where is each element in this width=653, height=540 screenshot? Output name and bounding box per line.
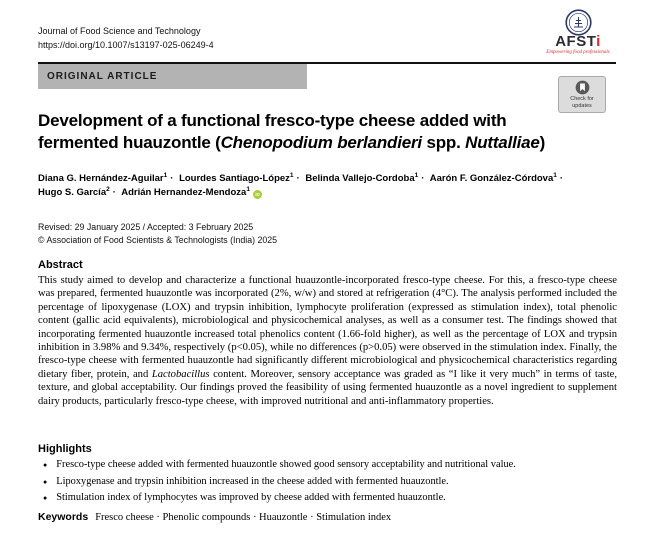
title-species-italic: Chenopodium berlandieri xyxy=(220,133,422,152)
page-title xyxy=(38,110,618,154)
highlights-heading: Highlights xyxy=(38,443,92,455)
highlight-text: Lipoxygenase and trypsin inhibition increased in the cheese added with fermented huauzontle. xyxy=(56,475,449,487)
highlights-list xyxy=(38,457,617,507)
orcid-icon[interactable]: iD xyxy=(253,190,262,199)
afsti-tagline: Empowering food professionals xyxy=(546,50,610,55)
journal-header xyxy=(38,24,214,52)
highlight-item xyxy=(38,457,617,474)
author-name: Adrián Hernandez-Mendoza$^1$ xyxy=(121,185,250,198)
author-separator: · xyxy=(421,173,425,184)
check-for-updates-badge[interactable] xyxy=(558,76,606,113)
keywords-row xyxy=(38,511,617,523)
keywords-label: Keywords xyxy=(38,511,89,523)
bookmark-icon xyxy=(575,80,590,95)
keywords-value: Fresco cheese · Phenolic compounds · Huauzontle · Stimulation index xyxy=(95,512,392,523)
highlight-item xyxy=(38,490,617,507)
bullet-icon: ● xyxy=(43,461,48,469)
author-separator: · xyxy=(559,173,564,184)
author-name: Diana G. Hernández-Aguilar$^1$ xyxy=(38,171,168,184)
bullet-icon: ● xyxy=(43,477,48,486)
revision-history: Revised: 29 January 2025 / Accepted: 3 February 2025 xyxy=(38,222,254,232)
journal-name: Journal of Food Science and Technology xyxy=(38,26,201,36)
author-list xyxy=(38,172,616,200)
author-affiliation-sup: 1 xyxy=(553,171,557,179)
bullet-icon: ● xyxy=(43,494,48,503)
abstract-heading: Abstract xyxy=(38,259,83,271)
author-affiliation-sup: 1 xyxy=(414,171,419,179)
article-type-banner xyxy=(38,64,307,89)
copyright-notice: © Association of Food Scientists & Technologists (India) 2025 xyxy=(38,235,278,245)
afsti-acronym: AFSTi xyxy=(555,33,601,50)
author-affiliation-sup: 1 xyxy=(163,171,168,179)
highlight-text: Fresco-type cheese added with fermented huauzontle showed good sensory acceptability and nutritional value. xyxy=(56,459,516,470)
highlight-text: Stimulation index of lymphocytes was improved by cheese added with fermented huauzontle. xyxy=(56,492,446,504)
author-affiliation-sup: 1 xyxy=(289,171,294,179)
afsti-logo xyxy=(541,9,615,56)
article-meta xyxy=(38,221,277,247)
author-affiliation-sup: 1 xyxy=(246,185,250,193)
author-affiliation-sup: 2 xyxy=(106,185,110,193)
author-name: Lourdes Santiago-López$^1$ xyxy=(179,171,294,184)
author-separator: · xyxy=(112,187,116,198)
author-separator: · xyxy=(296,173,300,184)
author-name: Belinda Vallejo-Cordoba$^1$ xyxy=(305,171,419,184)
highlight-item xyxy=(38,474,617,491)
abstract-genus-italic: Lactobacillus xyxy=(151,368,210,380)
title-line-1: Development of a functional fresco-type cheese added with xyxy=(38,111,507,130)
afsti-acronym-accent: i xyxy=(596,33,601,50)
abstract-text: This study aimed to develop and characterize a functional huauzontle-incorporated fresco-type cheese. For this, a fresco-type cheese was prepared, fermented huauzontle was incorporated (2%, w/w) and stored at refrigeration (4°C). The analysis performed included the percentage of lipoxygenase (LOX) and trypsin inhibition, lymphocyte proliferation (expressed as stimulation index), total phenolic content (gallic acid equivalents), microbiological and physicochemical analyses, as well as a consumer test. The findings showed that incorporating fermented huauzontle increased total phenolics content (1.66-fold higher), as well as the percentage of LOX and trypsin inhibition in 3.98% and 9.34%, respectively (p<0.05), while no differences (p>0.05) were observed in the stimulation index. Finally, the fresco-type cheese with fermented huauzontle had significantly different microbiological and physicochemical characteristics regarding dietary fiber, protein, and Lactobacillus content. Moreover, sensory acceptance was graded as “I like it very much” in terms of taste, texture, and global acceptability. Our findings proved the feasibility of using fermented huauzontle as a novel ingredient to supplement dairy products, particularly fresco-type cheese, with improved nutritional and anti-inflammatory properties. xyxy=(38,275,617,407)
title-line-2: fermented huauzontle (Chenopodium berlandieri spp. Nuttalliae) xyxy=(38,133,546,152)
author-name: Aarón F. González-Córdova$^1$ xyxy=(429,171,557,184)
title-subspecies-italic: Nuttalliae xyxy=(465,133,540,152)
afsti-seal-icon xyxy=(565,9,592,36)
doi-link[interactable]: https://doi.org/10.1007/s13197-025-06249-4 xyxy=(38,40,214,50)
author-name: Hugo S. García$^2$ xyxy=(38,185,110,198)
article-type-label: ORIGINAL ARTICLE xyxy=(47,71,158,82)
check-for-updates-label: Check for updates xyxy=(570,96,594,109)
author-separator: · xyxy=(170,173,174,184)
